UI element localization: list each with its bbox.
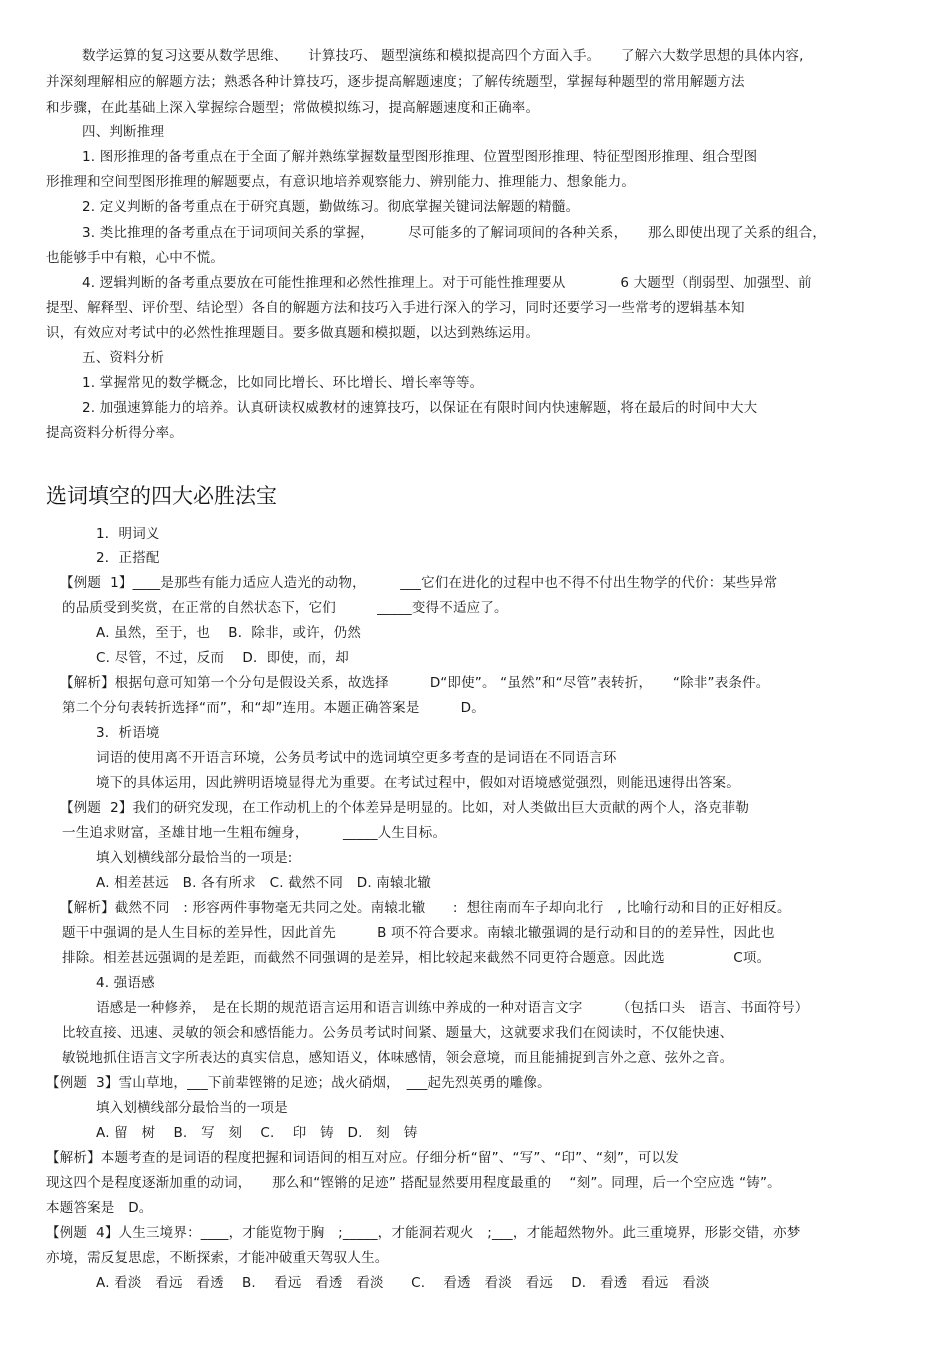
data-item: 1. 掌握常见的数学概念，比如同比增长、环比增长、增长率等等。 bbox=[82, 375, 484, 391]
method-paragraph: 境下的具体运用，因此辨明语境显得尤为重要。在考试过程中，假如对语境感觉强烈，则能迅速得出答案。 bbox=[96, 775, 740, 791]
example-question: 填入划横线部分最恰当的一项是 bbox=[96, 1100, 288, 1116]
math-paragraph-line: 和步骤，在此基础上深入掌握综合题型；常做模拟练习，提高解题速度和正确率。 bbox=[46, 100, 540, 116]
article-title: 选词填空的四大必胜法宝 bbox=[46, 484, 277, 508]
method-heading: 3．析语境 bbox=[96, 725, 160, 741]
reasoning-item: 1. 图形推理的备考重点在于全面了解并熟练掌握数量型图形推理、位置型图形推理、特征型图形推理、组合型图 bbox=[82, 149, 758, 165]
method-paragraph: 比较直接、迅速、灵敏的领会和感悟能力。公务员考试时间紧、题量大，这就要求我们在阅读时，不仅能快速、 bbox=[62, 1025, 734, 1041]
method-paragraph: 敏锐地抓住语言文字所表达的真实信息，感知语义，体味感情，领会意境，而且能捕捉到言外之意、弦外之音。 bbox=[62, 1050, 734, 1066]
example-line: 【例题 2】我们的研究发现，在工作动机上的个体差异是明显的。比如，对人类做出巨大贡献的两个人，洛克菲勒 bbox=[60, 800, 750, 816]
method-heading: 4. 强语感 bbox=[96, 975, 155, 991]
analysis-line: 第二个分句表转折选择“而”，和“却”连用。本题正确答案是 D。 bbox=[62, 700, 485, 716]
method-heading: 2．正搭配 bbox=[96, 550, 160, 566]
method-paragraph: 语感是一种修养， 是在长期的规范语言运用和语言训练中养成的一种对语言文字 （包括口头 语言、书面符号） bbox=[96, 1000, 809, 1016]
example-line: 【例题 4】人生三境界：____，才能览物于胸 ;_____，才能洞若观火 ;___，才能超然物外。此三重境界，形影交错，亦梦 bbox=[46, 1225, 801, 1241]
reasoning-item: 2. 定义判断的备考重点在于研究真题，勤做练习。彻底掌握关键词法解题的精髓。 bbox=[82, 199, 580, 215]
example-line: 【例题 1】____是那些有能力适应人造光的动物， ___它们在进化的过程中也不得不付出生物学的代价：某些异常 bbox=[60, 575, 778, 591]
data-item: 提高资料分析得分率。 bbox=[46, 425, 183, 441]
data-item: 2. 加强速算能力的培养。认真研读权威教材的速算技巧，以保证在有限时间内快速解题，将在最后的时间中大大 bbox=[82, 400, 758, 416]
analysis-line: 【解析】本题考查的是词语的程度把握和词语间的相互对应。仔细分析“留”、“写”、“印”、“刻”，可以发 bbox=[46, 1150, 679, 1166]
example-line: 一生追求财富，圣雄甘地一生粗布缠身， _____人生目标。 bbox=[62, 825, 447, 841]
example-options: A. 相差甚远 B. 各有所求 C. 截然不同 D. 南辕北辙 bbox=[96, 875, 432, 891]
example-line: 【例题 3】雪山草地，___下前辈铿锵的足迹；战火硝烟， ___起先烈英勇的雕像。 bbox=[46, 1075, 551, 1091]
example-question: 填入划横线部分最恰当的一项是: bbox=[96, 850, 293, 866]
math-paragraph-line: 并深刻理解相应的解题方法；熟悉各种计算技巧，逐步提高解题速度；了解传统题型，掌握每种题型的常用解题方法 bbox=[46, 74, 745, 90]
analysis-line: 排除。相差甚远强调的是差距，而截然不同强调的是差异，相比较起来截然不同更符合题意。因此选 C项。 bbox=[62, 950, 771, 966]
reasoning-item: 3. 类比推理的备考重点在于词项间关系的掌握， 尽可能多的了解词项间的各种关系， 那么即使出现了关系的组合， bbox=[82, 225, 827, 241]
analysis-line: 题干中强调的是人生目标的差异性，因此首先 B 项不符合要求。南辕北辙强调的是行动和目的的差异性，因此也 bbox=[62, 925, 775, 941]
analysis-line: 现这四个是程度逐渐加重的动词， 那么和“铿锵的足迹” 搭配显然要用程度最重的 “刻”。同理，后一个空应选 “铸”。 bbox=[46, 1175, 781, 1191]
section-heading-data: 五、资料分析 bbox=[82, 350, 165, 366]
section-heading-reasoning: 四、判断推理 bbox=[82, 124, 165, 140]
example-line: 亦境，需反复思虑，不断探索，才能冲破重天驾驭人生。 bbox=[46, 1250, 389, 1266]
reasoning-item: 提型、解释型、评价型、结论型）各自的解题方法和技巧入手进行深入的学习，同时还要学习一些常考的逻辑基本知 bbox=[46, 300, 745, 316]
example-options: C. 尽管，不过，反而 D．即使，而，却 bbox=[96, 650, 349, 666]
reasoning-item: 也能够手中有粮，心中不慌。 bbox=[46, 250, 225, 266]
method-heading: 1．明词义 bbox=[96, 526, 160, 542]
example-line: 的品质受到奖赏，在正常的自然状态下，它们 _____变得不适应了。 bbox=[62, 600, 508, 616]
example-options: A. 看淡 看远 看透 B. 看远 看透 看淡 C. 看透 看淡 看远 D. 看透 看远 看淡 bbox=[96, 1275, 710, 1291]
example-options: A. 留 树 B. 写 刻 C. 印 铸 D. 刻 铸 bbox=[96, 1125, 418, 1141]
analysis-line: 【解析】截然不同 : 形容两件事物毫无共同之处。南辕北辙 : 想往南而车子却向北行 , 比喻行动和目的正好相反。 bbox=[60, 900, 791, 916]
example-options: A. 虽然，至于，也 B．除非，或许，仍然 bbox=[96, 625, 362, 641]
reasoning-item: 4. 逻辑判断的备考重点要放在可能性推理和必然性推理上。对于可能性推理要从 6 大题型（削弱型、加强型、前 bbox=[82, 275, 812, 291]
reasoning-item: 形推理和空间型图形推理的解题要点，有意识地培养观察能力、辨别能力、推理能力、想象能力。 bbox=[46, 174, 636, 190]
analysis-line: 【解析】根据句意可知第一个分句是假设关系，故选择 D“即使”。 “虽然”和“尽管”表转折， “除非”表条件。 bbox=[60, 675, 770, 691]
method-paragraph: 词语的使用离不开语言环境，公务员考试中的选词填空更多考查的是词语在不同语言环 bbox=[96, 750, 617, 766]
math-paragraph-line: 数学运算的复习这要从数学思维、 计算技巧、 题型演练和模拟提高四个方面入手。 了解六大数学思想的具体内容, bbox=[82, 48, 804, 64]
reasoning-item: 识，有效应对考试中的必然性推理题目。要多做真题和模拟题，以达到熟练运用。 bbox=[46, 325, 540, 341]
analysis-line: 本题答案是 D。 bbox=[46, 1200, 153, 1216]
